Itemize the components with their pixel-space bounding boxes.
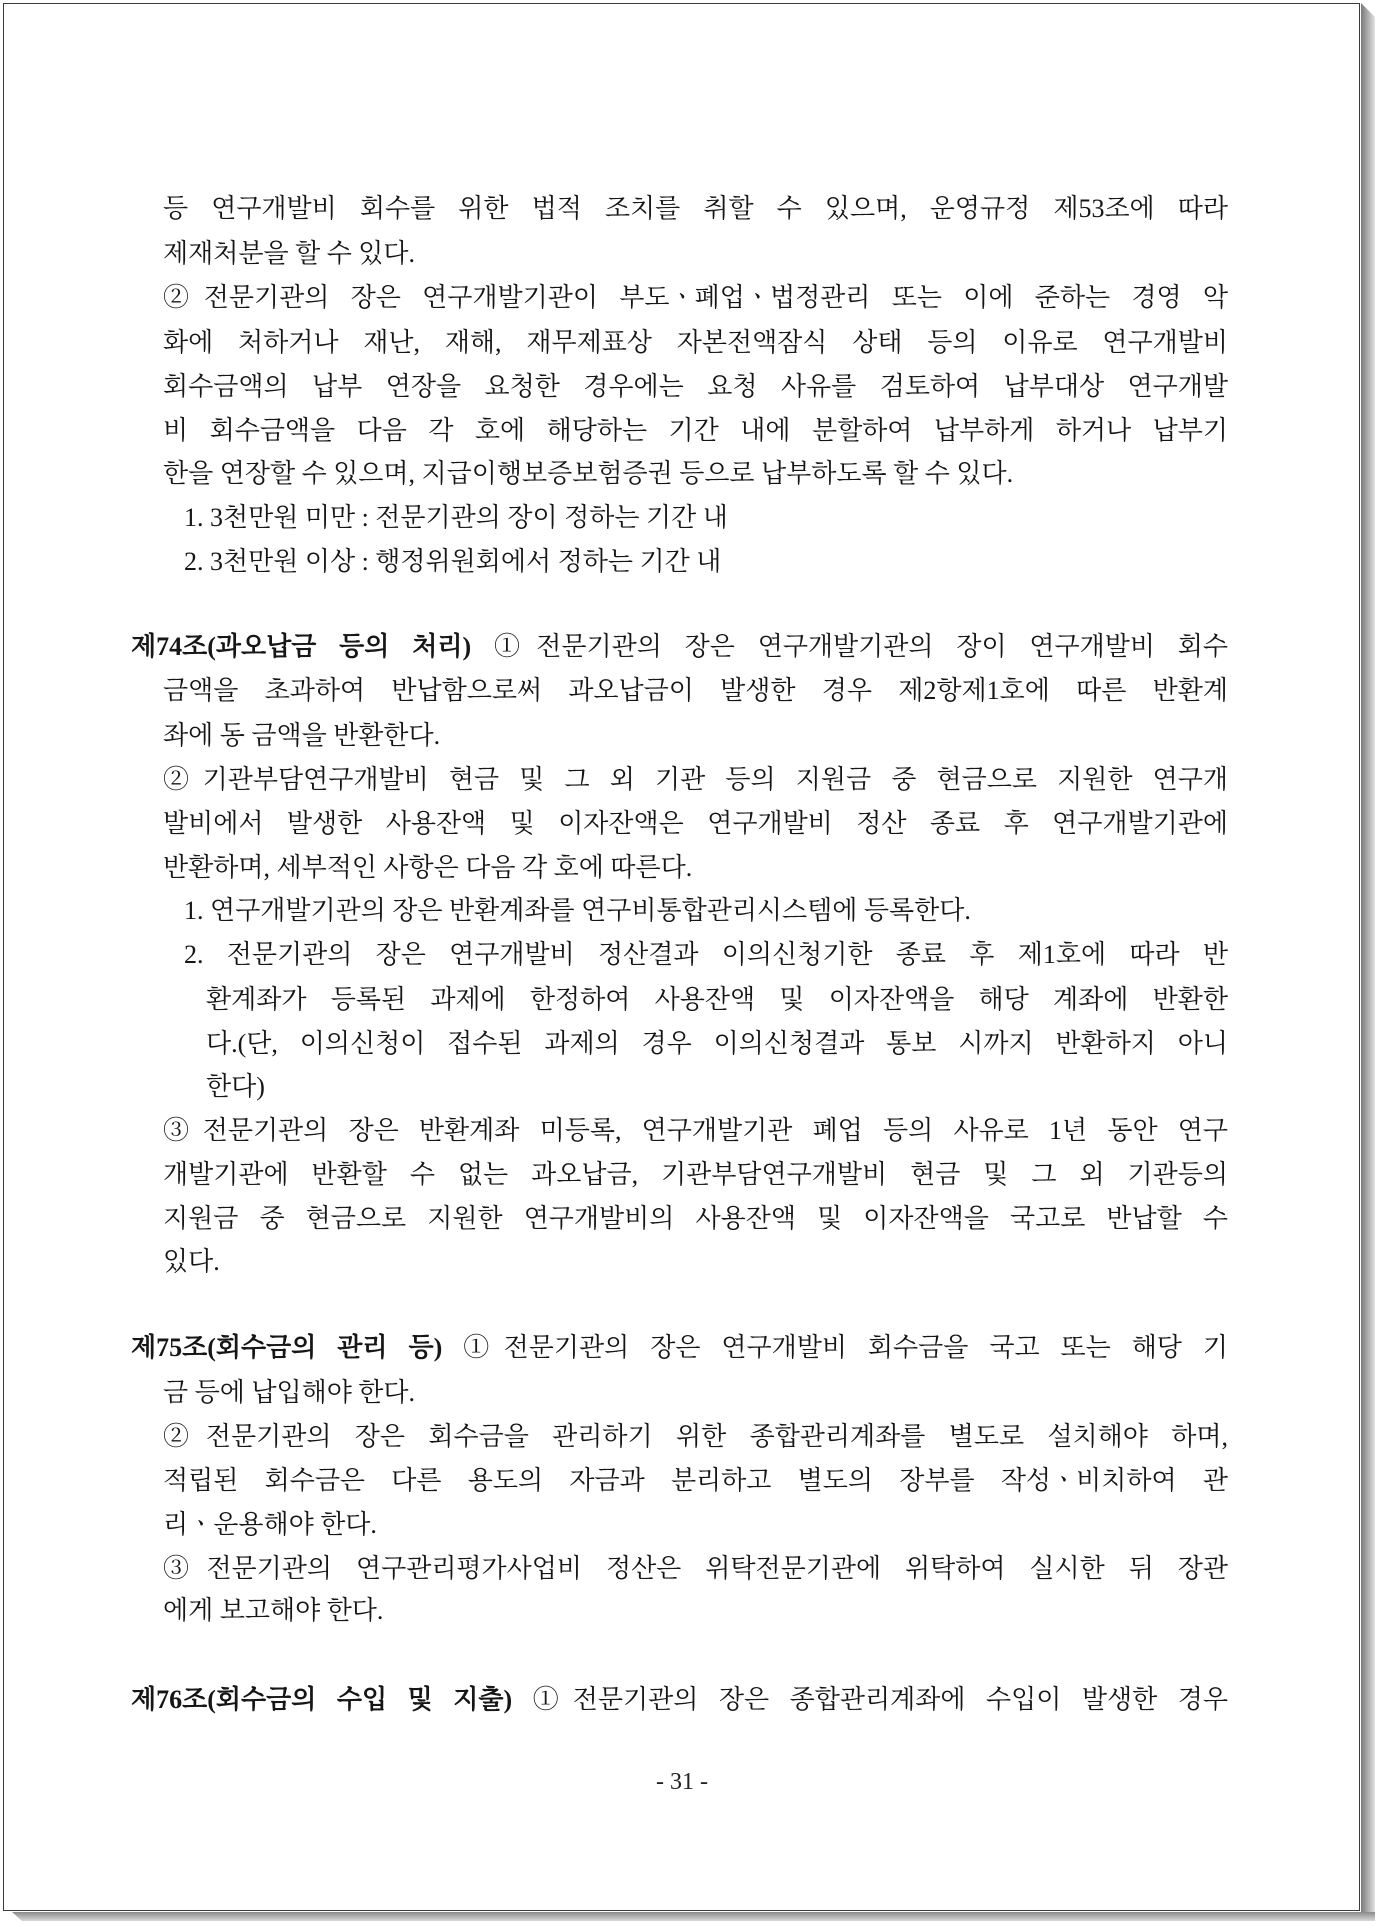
list-item-continuation: 환계좌가 등록된 과제에 한정하여 사용잔액 및 이자잔액을 해당 계좌에 반환한 bbox=[206, 985, 1228, 1014]
text-line: ③전문기관의 연구관리평가사업비 정산은 위탁전문기관에 위탁하여 실시한 뒤 장관 bbox=[163, 1554, 1228, 1583]
article-heading: 제74조(과오납금 등의 처리) bbox=[131, 632, 472, 661]
text-line: 리ㆍ운용해야 한다. bbox=[163, 1510, 377, 1539]
page-number: - 31 - bbox=[656, 1769, 708, 1795]
article-heading: 제76조(회수금의 수입 및 지출) bbox=[131, 1685, 513, 1714]
list-item: 1. 연구개발기관의 장은 반환계좌를 연구비통합관리시스템에 등록한다. bbox=[184, 896, 971, 925]
text-line: 한을 연장할 수 있으며, 지급이행보증보험증권 등으로 납부하도록 할 수 있다. bbox=[163, 459, 1014, 488]
list-item-continuation: 한다) bbox=[206, 1072, 265, 1101]
text-line: 개발기관에 반환할 수 없는 과오납금, 기관부담연구개발비 현금 및 그 외 기관등의 bbox=[163, 1160, 1228, 1189]
text-line: 금 등에 납입해야 한다. bbox=[163, 1378, 416, 1407]
text-line: ②기관부담연구개발비 현금 및 그 외 기관 등의 지원금 중 현금으로 지원한 연구개 bbox=[163, 765, 1228, 794]
text-span: ①전문기관의 장은 연구개발기관의 장이 연구개발비 회수 bbox=[493, 632, 1228, 661]
text-line: ②전문기관의 장은 회수금을 관리하기 위한 종합관리계좌를 별도로 설치해야 하며, bbox=[163, 1422, 1228, 1451]
text-line: 있다. bbox=[163, 1247, 220, 1276]
text-line: 제재처분을 할 수 있다. bbox=[163, 239, 416, 268]
article-75-first-line bbox=[131, 1326, 1228, 1370]
text-line: 화에 처하거나 재난, 재해, 재무제표상 자본전액잠식 상태 등의 이유로 연구개발비 bbox=[163, 328, 1228, 357]
text-line: 발비에서 발생한 사용잔액 및 이자잔액은 연구개발비 정산 종료 후 연구개발기관에 bbox=[163, 809, 1228, 838]
text-line: ③전문기관의 장은 반환계좌 미등록, 연구개발기관 폐업 등의 사유로 1년 동안 연구 bbox=[163, 1116, 1228, 1145]
text-line: 좌에 동 금액을 반환한다. bbox=[163, 721, 441, 750]
text-line: 적립된 회수금은 다른 용도의 자금과 분리하고 별도의 장부를 작성ㆍ비치하여 관 bbox=[163, 1466, 1228, 1495]
list-item: 2. 3천만원 이상 : 행정위원회에서 정하는 기간 내 bbox=[184, 547, 722, 576]
text-span: ①전문기관의 장은 연구개발비 회수금을 국고 또는 해당 기 bbox=[463, 1333, 1228, 1362]
text-line: 반환하며, 세부적인 사항은 다음 각 호에 따른다. bbox=[163, 853, 693, 882]
list-item-continuation: 다.(단, 이의신청이 접수된 과제의 경우 이의신청결과 통보 시까지 반환하지 아니 bbox=[206, 1029, 1228, 1058]
text-line: 에게 보고해야 한다. bbox=[163, 1596, 384, 1625]
article-74-first-line bbox=[131, 625, 1228, 669]
article-76-first-line bbox=[131, 1678, 1228, 1722]
text-line: 등 연구개발비 회수를 위한 법적 조치를 취할 수 있으며, 운영규정 제53조에 따라 bbox=[163, 194, 1228, 223]
text-line: ②전문기관의 장은 연구개발기관이 부도ㆍ폐업ㆍ법정관리 또는 이에 준하는 경영 악 bbox=[163, 283, 1228, 312]
list-item: 1. 3천만원 미만 : 전문기관의 장이 정하는 기간 내 bbox=[184, 503, 728, 532]
text-line: 지원금 중 현금으로 지원한 연구개발비의 사용잔액 및 이자잔액을 국고로 반납할 수 bbox=[163, 1204, 1228, 1233]
list-item: 2. 전문기관의 장은 연구개발비 정산결과 이의신청기한 종료 후 제1호에 따라 반 bbox=[184, 940, 1228, 969]
article-heading: 제75조(회수금의 관리 등) bbox=[131, 1333, 443, 1362]
text-span: ①전문기관의 장은 종합관리계좌에 수입이 발생한 경우 bbox=[532, 1685, 1228, 1714]
text-line: 금액을 초과하여 반납함으로써 과오납금이 발생한 경우 제2항제1호에 따른 반환계 bbox=[163, 676, 1228, 705]
text-line: 회수금액의 납부 연장을 요청한 경우에는 요청 사유를 검토하여 납부대상 연구개발 bbox=[163, 372, 1228, 401]
text-line: 비 회수금액을 다음 각 호에 해당하는 기간 내에 분할하여 납부하게 하거나 납부기 bbox=[163, 416, 1228, 445]
